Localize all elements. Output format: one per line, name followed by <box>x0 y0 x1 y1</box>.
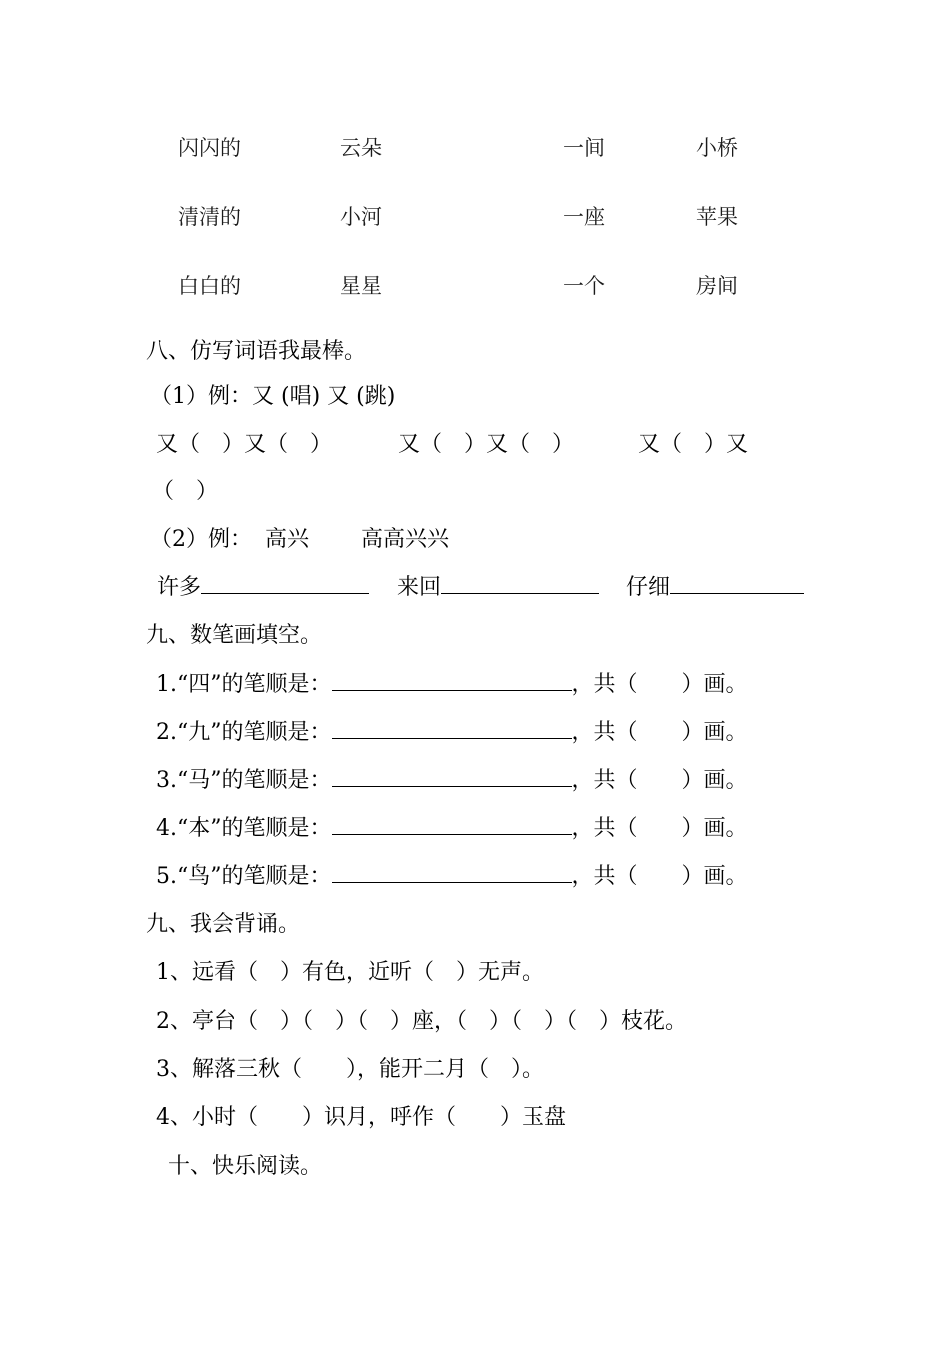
word-2-answer-line[interactable] <box>441 573 599 594</box>
word-3-answer-line[interactable] <box>670 573 804 594</box>
stroke-order-line-3[interactable] <box>332 766 572 787</box>
blank-pair-c[interactable]: 又（ ）又 <box>638 432 749 457</box>
stroke-item-5-lead: 5.“鸟”的笔顺是： <box>156 864 332 889</box>
blank-pair-b[interactable]: 又（ ）又（ ） <box>398 432 575 457</box>
match-measure-3: 一个 <box>563 274 605 298</box>
match-noun-3: 星星 <box>340 274 382 298</box>
word-2: 来回 <box>397 575 442 600</box>
stroke-item-2-lead: 2.“九”的笔顺是： <box>156 720 332 745</box>
recite-line-2[interactable]: 2、亭台（ ）（ ）（ ）座，（ ）（ ）（ ）枝花。 <box>156 1009 687 1034</box>
stroke-item-3-lead: 3.“马”的笔顺是： <box>156 768 332 793</box>
stroke-item-1-tail: ，共（ ）画。 <box>571 672 748 697</box>
recite-line-1[interactable]: 1、远看（ ）有色，近听（ ）无声。 <box>156 960 544 985</box>
word-item-3 <box>626 570 804 601</box>
stroke-order-line-4[interactable] <box>332 814 572 835</box>
section-9-strokes-title: 九、数笔画填空。 <box>146 623 323 648</box>
section-8-example-2-label: （2）例： <box>150 527 252 552</box>
blank-pair-a[interactable]: 又（ ）又（ ） <box>156 432 333 457</box>
match-measure-1: 一间 <box>563 136 605 160</box>
match-object-2: 苹果 <box>696 205 738 229</box>
match-noun-1: 云朵 <box>340 136 382 160</box>
stroke-item-4-tail: ，共（ ）画。 <box>571 816 748 841</box>
section-8-title: 八、仿写词语我最棒。 <box>146 339 367 364</box>
section-10-title: 十、快乐阅读。 <box>168 1154 323 1179</box>
word-item-2 <box>397 570 599 601</box>
match-adj-2: 清清的 <box>178 205 241 229</box>
match-adj-3: 白白的 <box>178 274 241 298</box>
match-object-1: 小桥 <box>696 136 738 160</box>
stroke-item-3 <box>156 763 748 794</box>
match-object-3: 房间 <box>696 274 738 298</box>
stroke-item-2-tail: ，共（ ）画。 <box>571 720 748 745</box>
match-noun-2: 小河 <box>340 205 382 229</box>
word-1-answer-line[interactable] <box>201 573 369 594</box>
stroke-order-line-2[interactable] <box>332 718 572 739</box>
stroke-order-line-1[interactable] <box>332 670 572 691</box>
stroke-item-4 <box>156 811 748 842</box>
stroke-item-3-tail: ，共（ ）画。 <box>571 768 748 793</box>
blank-pair-c-end[interactable]: （ ） <box>152 479 219 504</box>
section-8-example-2-word: 高兴 <box>265 527 310 552</box>
word-item-1 <box>157 570 369 601</box>
section-8-example-1: （1）例：又 (唱) 又 (跳) <box>150 384 396 409</box>
section-9-recite-title: 九、我会背诵。 <box>146 912 301 937</box>
match-measure-2: 一座 <box>563 205 605 229</box>
stroke-item-4-lead: 4.“本”的笔顺是： <box>156 816 332 841</box>
stroke-item-5 <box>156 859 748 890</box>
recite-line-3[interactable]: 3、解落三秋（ ），能开二月（ ）。 <box>156 1057 544 1082</box>
stroke-item-1 <box>156 667 748 698</box>
stroke-item-5-tail: ，共（ ）画。 <box>571 864 748 889</box>
match-adj-1: 闪闪的 <box>178 136 241 160</box>
stroke-item-1-lead: 1.“四”的笔顺是： <box>156 672 332 697</box>
recite-line-4[interactable]: 4、小时（ ）识月，呼作（ ）玉盘 <box>156 1105 566 1130</box>
word-1: 许多 <box>157 575 202 600</box>
stroke-order-line-5[interactable] <box>332 862 572 883</box>
stroke-item-2 <box>156 715 748 746</box>
word-3: 仔细 <box>626 575 671 600</box>
section-8-example-2-result: 高高兴兴 <box>361 527 450 552</box>
